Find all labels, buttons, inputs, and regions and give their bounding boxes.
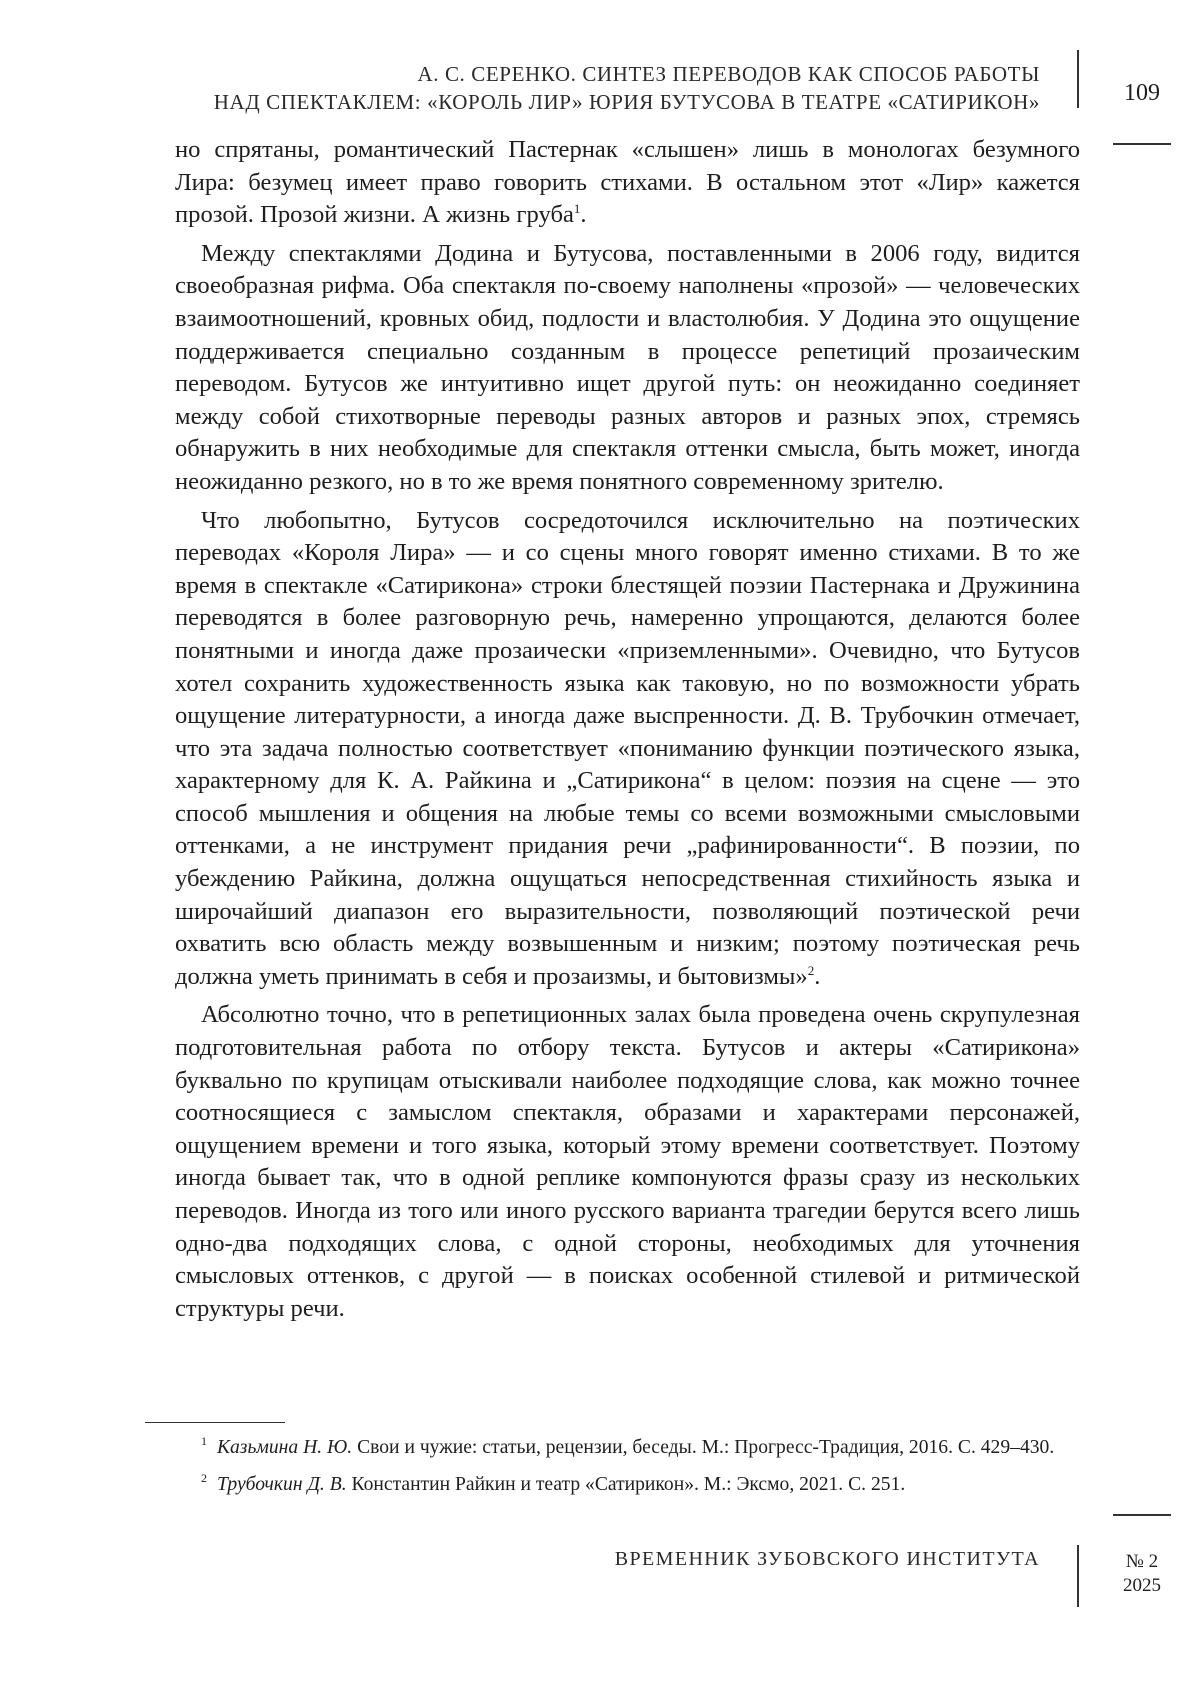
footnote-ref-1[interactable]: 1 — [573, 201, 581, 216]
header-vertical-rule — [1077, 50, 1079, 108]
footnote-1-text: Свои и чужие: статьи, рецензии, беседы. М.: Прогресс-Традиция, 2016. С. 429–430. — [352, 1437, 1055, 1458]
footnote-2 — [175, 1471, 1080, 1498]
footnote-2-text: Константин Райкин и театр «Сатирикон». М.: Эксмо, 2021. С. 251. — [346, 1474, 906, 1495]
running-head — [150, 60, 1040, 116]
footnote-1-author: Казьмина Н. Ю. — [217, 1437, 353, 1458]
paragraph-1: но спрятаны, романтический Пастернак «слышен» лишь в монологах безумного Лира: безумец имеет право говорить стихами. В остальном этот «Лир» кажется прозой. Прозой жизни. А жизнь груба$^1$. — [175, 136, 1080, 229]
footnote-2-number: 2 — [201, 1471, 207, 1486]
paragraph-3-end: . — [814, 962, 821, 990]
page-number: 109 — [1124, 80, 1160, 106]
footnote-2-author: Трубочкин Д. В. — [217, 1474, 347, 1495]
issue-info — [1102, 1550, 1182, 1598]
footnote-1 — [175, 1434, 1080, 1461]
paragraph-3 — [175, 505, 1080, 994]
issue-year: 2025 — [1123, 1575, 1161, 1596]
journal-title: ВРЕМЕННИК ЗУБОВСКОГО ИНСТИТУТА — [614, 1548, 1040, 1570]
article-body — [175, 134, 1080, 1325]
paragraph-4: Абсолютно точно, что в репетиционных залах была проведена очень скрупулезная подготовительная работа по отбору текста. Бутусов и актеры «Сатирикона» буквально по крупицам отыскивали наиболее подходящие слова, как можно точнее соотносящиеся с замыслом спектакля, образами и характерами персонажей, ощущением времени и того языка, который этому времени соответствует. Поэтому иногда бывает так, что в одной реплике компонуются фразы сразу из нескольких переводов. Иногда из того или иного русского варианта трагедии берутся всего лишь одно-два подходящих слова, с одной стороны, необходимых для уточнения смысловых оттенков, с другой — в поисках особенной стилевой и ритмической структуры речи. — [175, 1001, 1080, 1322]
paragraph-1-text: но спрятаны, романтический Пастернак «слышен» лишь в монологах безумного Лира: безумец имеет право говорить стихами. В остальном этот «Лир» кажется прозой. Прозой жизни. А жизнь груба — [175, 136, 1080, 229]
running-title-line-1: А. С. СЕРЕНКО. СИНТЕЗ ПЕРЕВОДОВ КАК СПОСОБ РАБОТЫ — [417, 62, 1040, 86]
footer-top-rule — [1113, 1514, 1171, 1516]
footnote-ref-2[interactable]: 2 — [807, 962, 815, 978]
paragraph-2: Между спектаклями Додина и Бутусова, поставленными в 2006 году, видится своеобразная рифма. Оба спектакля по-своему наполнены «прозой» — человеческих взаимоотношений, кровных обид, подлости и властолюбия. У Додина это ощущение поддерживается специально созданным в процессе репетиций прозаическим переводом. Бутусов же интуитивно ищет другой путь: он неожиданно соединяет между собой стихотворные переводы разных авторов и разных эпох, стремясь обнаружить в них необходимые для спектакля оттенки смысла, быть может, иногда неожиданно резкого, но в то же время понятного современному зрителю. — [175, 239, 1080, 495]
footer-vertical-rule — [1077, 1545, 1079, 1607]
footnote-1-number: 1 — [201, 1434, 207, 1449]
page-number-rule — [1113, 143, 1171, 145]
running-title-line-2: НАД СПЕКТАКЛЕМ: «КОРОЛЬ ЛИР» ЮРИЯ БУТУСОВА В ТЕАТРЕ «САТИРИКОН» — [213, 90, 1040, 114]
paragraph-3-text: Что любопытно, Бутусов сосредоточился исключительно на поэтических переводах «Короля Лира» — и со сцены много говорят именно стихами. В то же время в спектакле «Сатирикона» строки блестящей поэзии Пастернака и Дружинина переводятся в более разговорную речь, намеренно упрощаются, делаются более понятными и иногда даже прозаически «приземленными». Очевидно, что Бутусов хотел сохранить художественность языка как таковую, но по возможности убрать ощущение литературности, а иногда даже выспренности. Д. В. Трубочкин отмечает, что эта задача полностью соответствует «пониманию функции поэтического языка, характерному для К. А. Райкина и „Сатирикона“ в целом: поэзия на сцене — это способ мышления и общения на любые темы со всеми возможными смысловыми оттенками, а не инструмент придания речи „рафинированности“. В поэзии, по убеждению Райкина, должна ощущаться непосредственная стихийность языка и широчайший диапазон его выразительности, позволяющий поэтической речи охватить всю область между возвышенным и низким; поэтому поэтическая речь должна уметь принимать в себя и прозаизмы, и бытовизмы» — [175, 506, 1080, 990]
footnotes — [175, 1434, 1080, 1508]
footnote-separator — [145, 1422, 285, 1423]
issue-number: № 2 — [1125, 1551, 1159, 1572]
